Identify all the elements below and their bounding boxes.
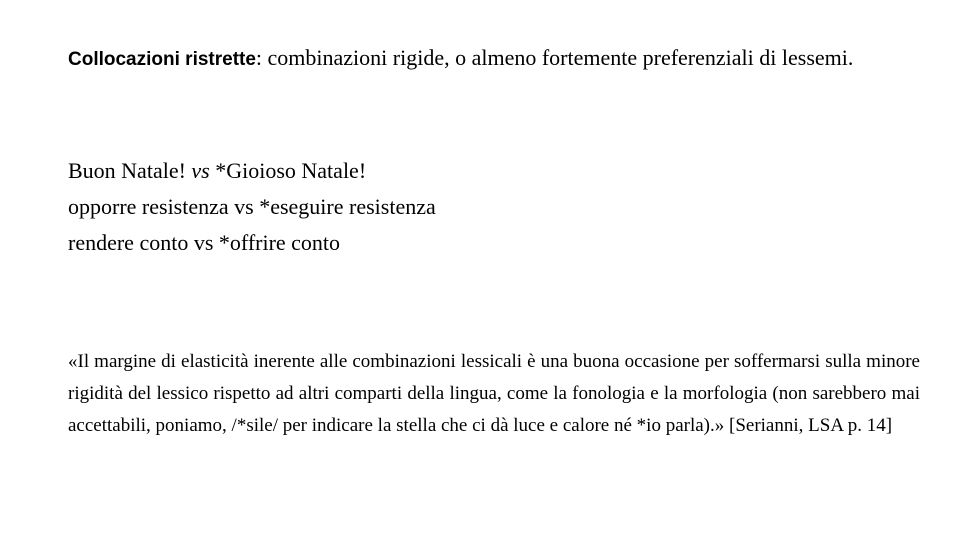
example-line: rendere conto vs *offrire conto <box>68 230 341 255</box>
example-line: opporre resistenza vs *eseguire resistenza <box>68 194 436 219</box>
definition-text: : combinazioni rigide, o almeno fortemente preferenziali di lessemi. <box>255 45 854 70</box>
example-line <box>68 153 920 189</box>
quote-paragraph: «Il margine di elasticità inerente alle combinazioni lessicali è una buona occasione per soffermarsi sulla minore rigidità del lessico rispetto ad altri comparti della lingua, come la fonologia e la morfologia (non sarebbero mai accettabili, poniamo, /*sile/ per indicare la stella che ci dà luce e calore né *io parla).» [Serianni, LSA p. 14] <box>68 351 920 436</box>
examples-list <box>68 153 920 261</box>
definition-term: Collocazioni ristrette <box>68 49 256 70</box>
example-a: Buon Natale! <box>68 158 192 183</box>
example-vs: vs <box>191 158 210 183</box>
example-b: *Gioioso Natale! <box>209 158 367 183</box>
definition-paragraph <box>68 41 920 77</box>
